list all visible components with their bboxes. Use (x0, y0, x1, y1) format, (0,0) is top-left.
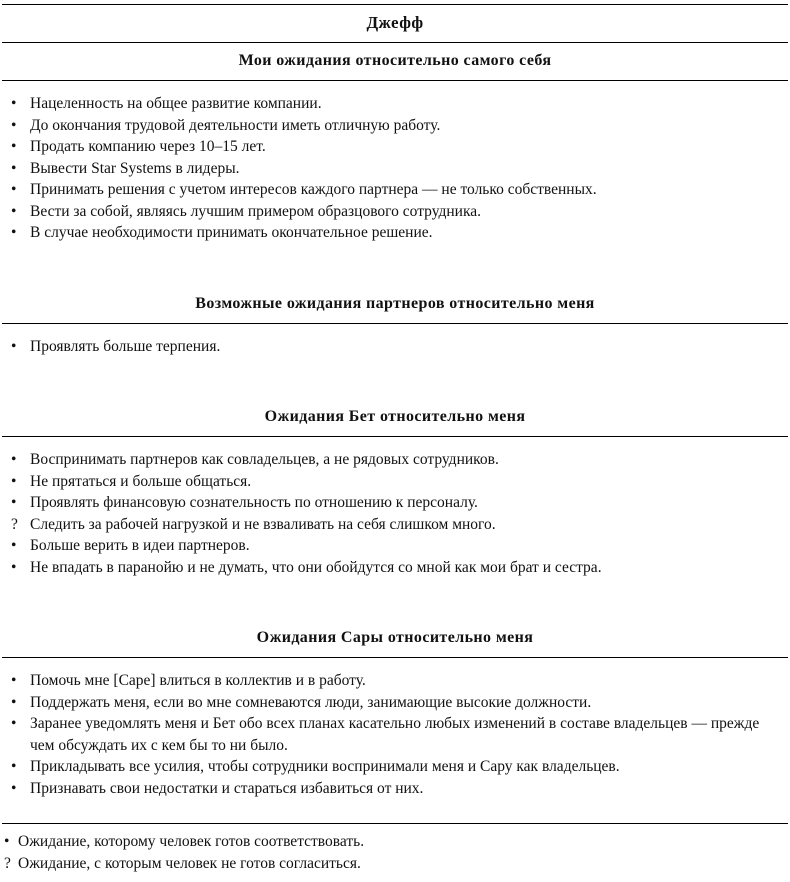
legend-text: Ожидание, которому человек готов соответствовать. (18, 833, 365, 850)
section-items (2, 81, 788, 246)
list-item-text: Признавать свои недостатки и стараться избавиться от них. (30, 779, 424, 797)
bullet-marker: • (11, 95, 17, 112)
list-item (11, 778, 788, 800)
section-heading: Ожидания Сары относительно меня (256, 629, 534, 646)
list-item-text: До окончания трудовой деятельности иметь отличную работу. (30, 116, 441, 134)
list-item (11, 336, 788, 358)
bullet-marker: • (11, 693, 17, 711)
bullet-marker: • (11, 758, 17, 775)
bullet-marker: • (11, 494, 17, 511)
list-item (11, 535, 788, 557)
list-item-text: Вести за собой, являясь лучшим примером образцового сотрудника. (30, 202, 482, 220)
bullet-marker: • (11, 116, 17, 134)
bullet-marker: • (11, 224, 17, 241)
list-item (11, 93, 788, 115)
page-title: Джефф (366, 13, 424, 32)
list-item (11, 115, 788, 137)
list-item (11, 158, 788, 180)
list-item (11, 179, 788, 201)
bullet-marker: • (11, 138, 17, 155)
list-item (11, 692, 788, 714)
legend-item (4, 831, 788, 853)
bullet-marker: • (4, 833, 10, 850)
legend-item (4, 853, 788, 875)
list-item (11, 756, 788, 778)
list-item-text: Прикладывать все усилия, чтобы сотрудники воспринимали меня и Сару как владельцев. (30, 758, 620, 775)
section-items (2, 658, 788, 801)
section-self-expectations (2, 43, 788, 246)
bullet-marker: • (11, 558, 17, 576)
list-item (11, 222, 788, 244)
bullet-marker: • (11, 672, 17, 689)
list-item-text: Воспринимать партнеров как совладельцев, а не рядовых сотрудников. (30, 451, 499, 468)
section-heading: Мои ожидания относительно самого себя (238, 52, 552, 69)
list-item (11, 449, 788, 471)
section-beth-expectations (2, 399, 788, 580)
list-item-text: Нацеленность на общее развитие компании. (30, 95, 322, 112)
section-sara-expectations (2, 620, 788, 801)
list-item-question (11, 514, 788, 536)
section-items (2, 437, 788, 580)
list-item-text: Больше верить в идеи партнеров. (30, 537, 250, 554)
list-item-text: Заранее уведомлять меня и Бет обо всех планах касательно любых изменений в составе владельцев — прежде чем обсуждать их с кем бы то ни было. (30, 715, 760, 754)
bullet-marker: • (11, 715, 17, 732)
list-item (11, 670, 788, 692)
section-heading: Возможные ожидания партнеров относительно меня (195, 294, 595, 312)
bullet-marker: • (11, 779, 17, 797)
legend (2, 824, 788, 874)
section-heading: Ожидания Бет относительно меня (264, 408, 526, 425)
list-item-text: Следить за рабочей нагрузкой и не взваливать на себя слишком много. (30, 515, 496, 533)
bullet-marker: • (11, 451, 17, 468)
question-marker: ? (11, 515, 18, 533)
bullet-marker: • (11, 202, 17, 220)
section-items (2, 324, 788, 360)
list-item-text: Вывести Star Systems в лидеры. (30, 159, 240, 177)
list-item-text: Не прятаться и больше общаться. (30, 472, 252, 490)
section-partners-expectations (2, 286, 788, 360)
list-item (11, 136, 788, 158)
list-item (11, 492, 788, 514)
list-item (11, 471, 788, 493)
list-item-text: Проявлять финансовую сознательность по отношению к персоналу. (30, 494, 478, 511)
legend-text: Ожидание, с которым человек не готов согласиться. (18, 854, 361, 872)
list-item-text: Продать компанию через 10–15 лет. (30, 138, 266, 155)
list-item-text: Не впадать в паранойю и не думать, что они обойдутся со мной как мои брат и сестра. (30, 558, 602, 576)
list-item-text: Помочь мне [Саре] влиться в коллектив и в работу. (30, 672, 366, 689)
list-item-text: Проявлять больше терпения. (30, 337, 221, 355)
list-item (11, 713, 788, 756)
list-item-text: Поддержать меня, если во мне сомневаются люди, занимающие высокие должности. (30, 693, 592, 711)
list-item (11, 201, 788, 223)
bullet-marker: • (11, 337, 17, 355)
bullet-marker: • (11, 159, 17, 177)
list-item-text: В случае необходимости принимать окончательное решение. (30, 224, 433, 241)
question-marker: ? (4, 854, 11, 872)
bullet-marker: • (11, 472, 17, 490)
bullet-marker: • (11, 181, 17, 198)
list-item (11, 557, 788, 579)
bullet-marker: • (11, 537, 17, 554)
list-item-text: Принимать решения с учетом интересов каждого партнера — не только собственных. (30, 181, 597, 198)
